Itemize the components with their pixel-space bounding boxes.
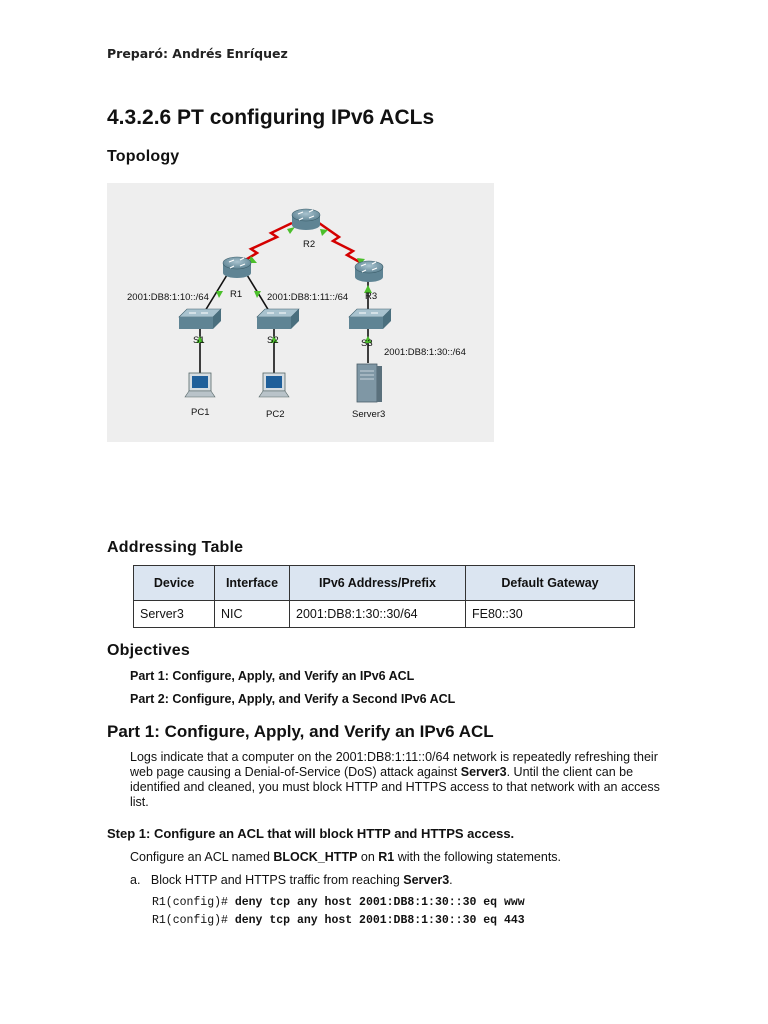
cli-prompt: R1(config)# — [152, 914, 228, 927]
col-default-gateway: Default Gateway — [466, 566, 635, 601]
router-r3-icon — [355, 261, 383, 282]
item-a-server: Server3 — [403, 873, 450, 887]
label-pc2: PC2 — [266, 409, 285, 420]
switch-s1-icon — [179, 309, 221, 329]
table-row — [134, 601, 635, 628]
label-net10: 2001:DB8:1:10::/64 — [127, 292, 209, 303]
code-line — [152, 896, 525, 909]
cli-command: deny tcp any host 2001:DB8:1:30::30 eq 443 — [234, 914, 525, 927]
part1-para-server: Server3 — [460, 765, 507, 779]
part1-heading: Part 1: Configure, Apply, and Verify an IPv6 ACL — [107, 722, 494, 741]
cli-command: deny tcp any host 2001:DB8:1:30::30 eq www — [234, 896, 525, 909]
label-r3: R3 — [365, 291, 378, 302]
switch-s3-icon — [349, 309, 391, 329]
router-r1-icon — [223, 257, 251, 278]
label-server3: Server3 — [352, 409, 386, 420]
col-device: Device — [134, 566, 215, 601]
step1-instruction — [130, 850, 561, 864]
objectives-heading: Objectives — [107, 642, 190, 659]
label-r1: R1 — [230, 289, 243, 300]
addressing-heading: Addressing Table — [107, 539, 244, 556]
step1-heading: Step 1: Configure an ACL that will block HTTP and HTTPS access. — [107, 826, 515, 841]
instr-text-on: on — [357, 850, 379, 864]
part1-para-text-end: . Until the client can be identified and cleaned, you must block HTTP and HTTPS access to that network with an access list. — [130, 765, 660, 809]
item-a-text: Block HTTP and HTTPS traffic from reaching — [150, 873, 404, 887]
objective-item: Part 1: Configure, Apply, and Verify an IPv6 ACL — [130, 669, 415, 683]
addressing-table — [133, 565, 635, 628]
table-header-row — [134, 566, 635, 601]
objective-item: Part 2: Configure, Apply, and Verify a Second IPv6 ACL — [130, 692, 456, 706]
label-s1: S1 — [193, 335, 205, 346]
pc1-icon — [185, 373, 215, 397]
cell-ipv6: 2001:DB8:1:30::30/64 — [290, 601, 466, 628]
cell-interface: NIC — [215, 601, 290, 628]
instr-text-end: with the following statements. — [394, 850, 562, 864]
topology-diagram — [107, 183, 494, 442]
prepared-by: Preparó: Andrés Enríquez — [107, 46, 288, 61]
cell-device: Server3 — [134, 601, 215, 628]
instr-acl-name: BLOCK_HTTP — [273, 850, 358, 864]
label-net11: 2001:DB8:1:11::/64 — [267, 292, 349, 303]
label-s2: S2 — [267, 335, 279, 346]
item-a-end: . — [449, 873, 453, 887]
part1-para-text: Logs indicate that a computer on the 2001:DB8:1:11::0/64 network is repeatedly refreshing their web page causing a Denial-of-Service (DoS) attack against — [130, 750, 658, 779]
instr-router: R1 — [378, 850, 395, 864]
label-net30: 2001:DB8:1:30::/64 — [384, 347, 466, 358]
part1-paragraph — [130, 750, 665, 810]
col-ipv6-prefix: IPv6 Address/Prefix — [290, 566, 466, 601]
label-s3: S3 — [361, 338, 373, 349]
cell-gateway: FE80::30 — [466, 601, 635, 628]
instr-text: Configure an ACL named — [130, 850, 274, 864]
document-title: 4.3.2.6 PT configuring IPv6 ACLs — [107, 106, 435, 129]
pc2-icon — [259, 373, 289, 397]
router-r2-icon — [292, 209, 320, 230]
server3-icon — [357, 364, 382, 402]
topology-heading: Topology — [107, 148, 180, 165]
list-item-a — [130, 873, 453, 887]
item-a-label: a. — [130, 873, 141, 887]
code-line — [152, 914, 525, 927]
col-interface: Interface — [215, 566, 290, 601]
label-r2: R2 — [303, 239, 316, 250]
switch-s2-icon — [257, 309, 299, 329]
cli-prompt: R1(config)# — [152, 896, 228, 909]
label-pc1: PC1 — [191, 407, 210, 418]
